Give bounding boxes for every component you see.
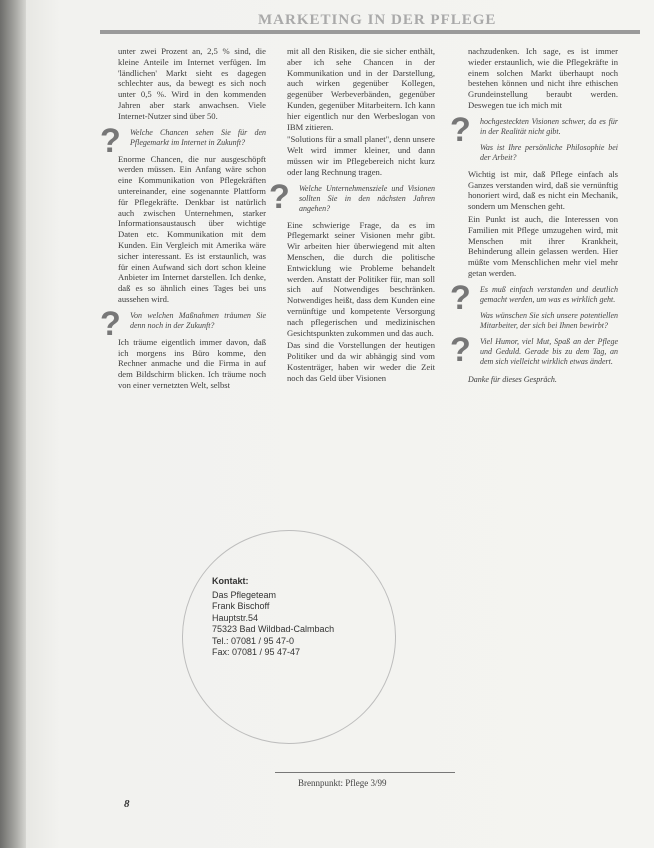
paragraph: Eine schwierige Frage, da es im Pflegemarkt seiner Visionen mehr gibt. Wir arbeiten hier überwiegend mit alten Menschen, die durch die politische Entwicklung wie Probleme behandelt werden. Anstatt der Politiker für, man soll sich auf Notwendiges beschränken. Notwendiges heißt, dass dem Kunden eine vernünftige und kompetente Versorgung nach pflegerischen und medizinischen Gesichtspunkten zukommen und das auch. (287, 219, 435, 338)
question-mark-icon: ? (450, 110, 471, 149)
column-2 (269, 46, 435, 386)
paragraph: Ein Punkt ist auch, die Interessen von Familien mit Pflege umzugehen wird, mit Menschen mit ihrer Krankheit, Behinderung allein gelassen werden. Hier müßte vom Menschlichen mehr viel mehr getan werden. (468, 213, 618, 278)
column-3 (450, 46, 618, 386)
answer-highlight: Es muß einfach verstanden und deutlich gemacht werden, um was es wirklich geht. (480, 284, 618, 304)
question-block (450, 330, 618, 369)
contact-box (212, 576, 392, 659)
contact-line: Hauptstr.54 (212, 612, 259, 623)
contact-line: 75323 Bad Wildbad-Calmbach (212, 624, 335, 634)
paragraph: "Solutions für a small planet", denn unsere Welt wird immer kleiner, und dann müssen wir im Pflegebereich nicht kurz oder lang Rechnung tragen. (287, 134, 435, 177)
question-mark-icon: ? (450, 278, 471, 317)
question: Was wünschen Sie sich unsere potentiellen Mitarbeiter, der sich bei Ihnen bewirbt? (480, 310, 618, 330)
question-mark-icon: ? (100, 304, 121, 343)
question: Welche Chancen sehen Sie für den Pflegemarkt im Internet in Zukunft? (130, 127, 266, 147)
answer-highlight: hochgesteckten Visionen schwer, da es für in der Realität nicht gibt. (480, 116, 618, 136)
paragraph: nachzudenken. Ich sage, es ist immer wieder erstaunlich, wie die Pflegekräfte in einem solchen Markt überhaupt noch bestehen können und nicht ihre ethischen Grundeinstellung beraubt werden. Deswegen tue ich mich mit (468, 46, 618, 110)
page-number: 8 (124, 798, 130, 810)
paragraph: Ich träume eigentlich immer davon, daß ich morgens ins Büro komme, den Rechner anmache und die Firma in auf dem Bildschirm blicken. Ich träume noch von einer vernetzten Welt, selbst (118, 336, 266, 390)
contact-line: Das Pflegeteam (212, 589, 277, 600)
paragraph: Das sind die Vorstellungen der heutigen Politiker und da wir abhängig sind vom Kostenträger, haben wir weder die Zeit noch das Geld über Visionen (287, 340, 435, 383)
question-block (468, 143, 618, 163)
question-block (468, 311, 618, 331)
paragraph: unter zwei Prozent an, 2,5 % sind, die kleine Anteile im Internet verfügen. Im 'ländlichen' Markt sieht es dagegen schlechter aus, da bewegt es sich noch unter 0,5 %. Wird in den kommenden Jahren aber stark anwachsen. Viele Internet-Nutzer sind über 50. (118, 46, 266, 121)
paragraph: mit all den Risiken, die sie sicher enthält, aber ich sehe Chancen in der Kommunikation und in der Darstellung, auch wirken gegenüber Kollegen, gegenüber Werbeverbänden, gegenüber Kunden, gegenüber Mitarbeitern. Ich kann hier eigentlich nur den Werbeslogan von IBM zitieren. (287, 46, 435, 132)
question: Was ist Ihre persönliche Philosophie bei der Arbeit? (480, 142, 618, 162)
header-rule (100, 30, 640, 34)
question-mark-icon: ? (269, 177, 290, 216)
question: Von welchen Maßnahmen träumen Sie denn noch in der Zukunft? (130, 310, 266, 330)
contact-line: Fax: 07081 / 95 47-47 (212, 647, 301, 657)
question-block (450, 278, 618, 317)
paragraph: Wichtig ist mir, daß Pflege einfach als Ganzes verstanden wird, daß sie vernünftig honoriert wird, daß es nicht ein Mechanik, sondern um Menschen geht. (468, 168, 618, 212)
paragraph: Enorme Chancen, die nur ausgeschöpft werden müssen. Ein Anfang wäre schon eine Kommunikation von Pflegekräften untereinander, eine sogenannte Plattform für Pflegekräfte. Denkbar ist natürlich auch zwischen Unternehmen, starker Informationsaustausch über wichtige Daten etc. Kommunikation mit dem Kunden. Ein Vergleich mit Amerika wäre sicher interessant. Es ist erstaunlich, was für einen Aufwand sich dort schon kleine Anbieter im Internet darstellen. Ich denke, daß es so ähnlich eines Tages bei uns aussehen wird. (118, 153, 266, 304)
footer-rule (275, 772, 455, 773)
question: Welche Unternehmensziele und Visionen sollten Sie in den nächsten Jahren angehen? (299, 183, 435, 213)
contact-line: Tel.: 07081 / 95 47-0 (212, 635, 295, 646)
book-gutter (0, 0, 26, 848)
answer-highlight: Viel Humor, viel Mut, Spaß an der Pflege und Geduld. Gerade bis zu dem Tag, an dem sich vielleicht wirklich etwas ändert. (480, 336, 618, 366)
footer-text: Brennpunkt: Pflege 3/99 (298, 778, 387, 788)
question-block (100, 121, 266, 160)
question-mark-icon: ? (100, 121, 121, 160)
question-block (269, 177, 435, 216)
contact-line: Frank Bischoff (212, 601, 270, 611)
question-block (100, 304, 266, 343)
header-title: MARKETING IN DER PFLEGE (258, 12, 497, 28)
contact-heading: Kontakt: (212, 576, 249, 586)
column-1 (100, 46, 266, 393)
closing-line: Danke für dieses Gespräch. (468, 374, 557, 384)
question-block (450, 110, 618, 149)
question-mark-icon: ? (450, 330, 471, 369)
